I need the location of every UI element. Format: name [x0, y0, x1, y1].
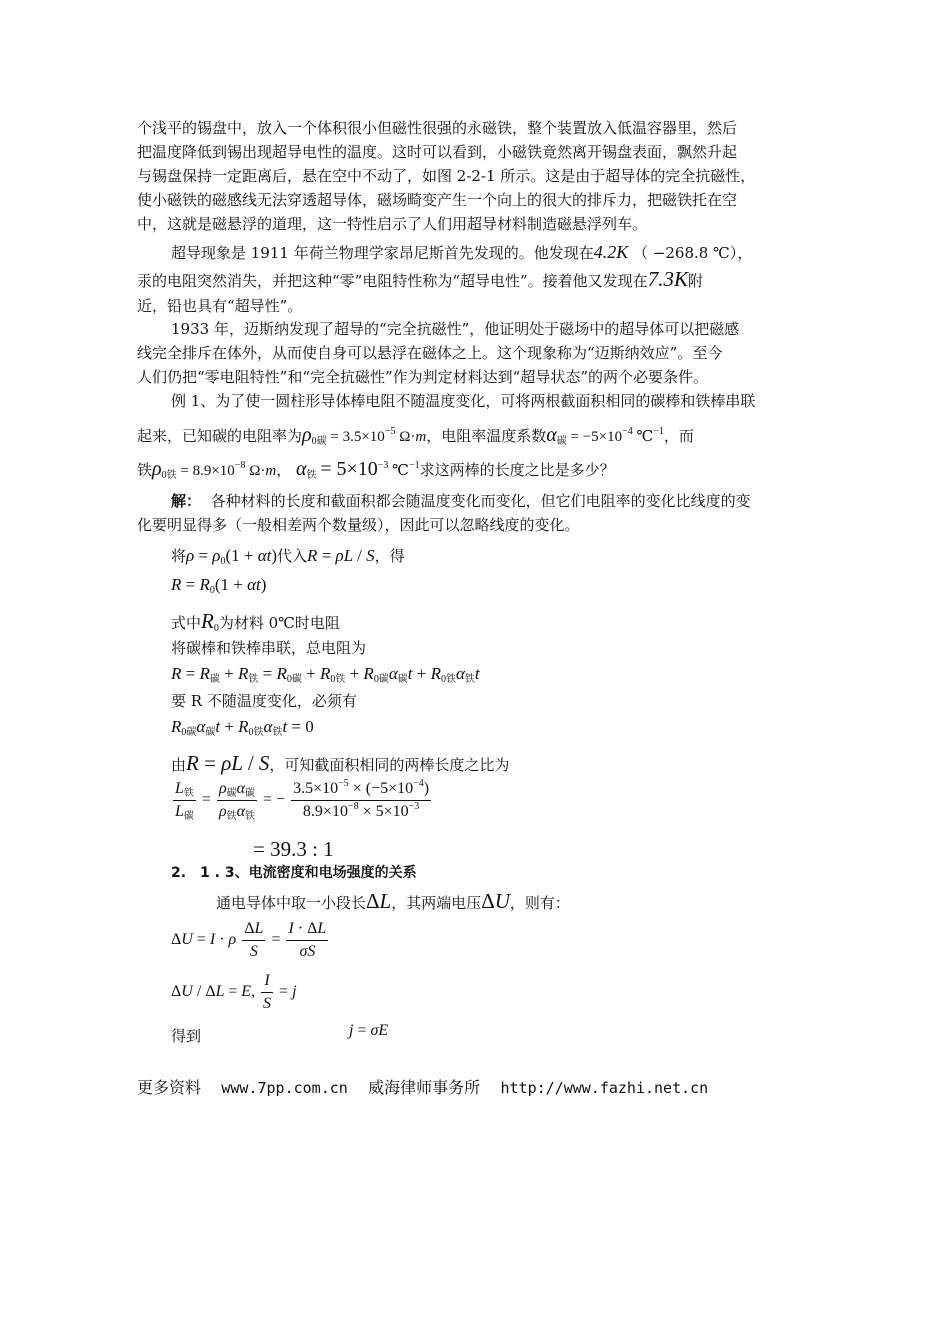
para1-line-4: 使小磁铁的磁感线无法穿透超导体，磁场畸变产生一个向上的很大的排斥力，把磁铁托在空	[137, 191, 738, 209]
substitution-line	[171, 545, 405, 567]
para1-line-1: 个浅平的锡盘中，放入一个体积很小但磁性很强的永磁铁，整个装置放入低温容器里，然后	[137, 119, 738, 137]
section-text: ，其两端电压	[391, 894, 482, 912]
alpha-iron-formula: $\alpha_铁 = 5\times 10^{-3}$ ℃$^{-1}$	[295, 458, 420, 481]
resistance-formula: R = ρL / S	[307, 546, 375, 565]
footer-label: 威海律师事务所	[368, 1078, 481, 1097]
section-text: ，则有：	[509, 894, 570, 912]
temperature-celsius: （ −268.8 ℃），	[633, 244, 753, 262]
voltage-formula: ΔU = I · ρ $\frac{\Delta L}{S}$ = $\frac{I \cdot \Delta L}{\sigma S}$	[171, 920, 327, 960]
footer-link-fazhi[interactable]: http://www.fazhi.net.cn	[500, 1079, 709, 1097]
footer-label: 更多资料	[137, 1078, 202, 1097]
section-line-1	[216, 890, 570, 914]
delta-u-symbol: ΔU	[481, 889, 510, 913]
total-resistance-formula: $R = R_碳 + R_铁 = R_{0碳} + R_{0铁} + R_{0碳}\alpha_碳t + R_{0铁}\alpha_铁t$	[171, 664, 480, 685]
example-line-2	[137, 424, 694, 448]
para3-line-2: 线完全排斥在体外，从而使自身可以悬浮在磁体之上。这个现象称为“迈斯纳效应”。至今	[137, 344, 723, 362]
rho-iron-formula: $\rho_{0铁} = 8.9\times 10^{-8}$ Ω·m	[152, 458, 277, 481]
resistance-formula-large: R = ρL / S	[186, 751, 270, 775]
example-text: ，电阻率温度系数	[426, 427, 547, 445]
section-text: 得到	[171, 1027, 202, 1045]
example-text: 求这两棒的长度之比是多少？	[419, 461, 615, 479]
rho-carbon-formula: $\rho_{0碳} = 3.5\times 10^{-5}$ Ω·m	[302, 424, 427, 447]
para2-text: 附	[687, 272, 703, 290]
alpha-carbon-formula: $\alpha_碳 = -5\times 10^{-4}$ ℃$^{-1}$	[546, 424, 664, 447]
para2-line-3: 近，铅也具有“超导性”。	[137, 297, 303, 315]
solution-text: 由	[171, 756, 187, 774]
r-formula: $R = R_0(1 + \alpha t)$	[171, 575, 267, 596]
section-heading: 2. 1 . 3、电流密度和电场强度的关系	[171, 865, 417, 881]
delta-l-symbol: ΔL	[366, 889, 392, 913]
solution-line-2: 化要明显得多（一般相差两个数量级），因此可以忽略线度的变化。	[137, 516, 580, 534]
section-text: 通电导体中取一小段长	[216, 894, 367, 912]
temperature-7-3k: 7.3K	[647, 267, 688, 291]
require-line: 要 R 不随温度变化，必须有	[171, 692, 357, 710]
temperature-4-2k: 4.2K	[593, 242, 629, 262]
solution-label: 解：	[171, 492, 202, 510]
solution-text: 将	[171, 547, 187, 565]
ohm-law-formula: j = σE	[349, 1022, 389, 1039]
length-ratio-formula: $\frac{L_铁}{L_碳}$ = $\frac{\rho_碳\alpha_碳}{\rho_铁\alpha_铁}$ = − $\frac{3.5\times 10^{-5} \times (-5\times 10^{-4})}{8.9\times 10^{-8} \times 5\times 10^{-3}}$	[175, 778, 430, 822]
solution-text: ，可知截面积相同的两棒长度之比为	[269, 756, 510, 774]
example-text: 起来，已知碳的电阻率为	[137, 427, 303, 445]
solution-line-1	[171, 490, 751, 512]
para2-line-2	[137, 268, 703, 292]
para1-line-3: 与锡盘保持一定距离后，悬在空中不动了，如图 2-2-1 所示。这是由于超导体的完全抗磁性，	[137, 167, 756, 185]
solution-text: 代入	[277, 547, 308, 565]
r0-line	[171, 610, 340, 634]
example-text: 铁	[137, 461, 153, 479]
from-line	[171, 752, 509, 776]
solution-text: ，得	[374, 547, 405, 565]
series-line: 将碳棒和铁棒串联，总电阻为	[171, 639, 367, 657]
field-density-formula: ΔU / ΔL = E, $\frac{I}{S}$ = j	[171, 972, 297, 1012]
r0-symbol: $R_0$	[201, 609, 219, 634]
ratio-result: = 39.3 : 1	[253, 837, 334, 861]
para2-line-1	[171, 241, 752, 264]
footer	[137, 1075, 708, 1098]
solution-text: 式中	[171, 614, 202, 632]
para3-line-3: 人们仍把“零电阻特性”和“完全抗磁性”作为判定材料达到“超导状态”的两个必要条件。	[137, 368, 709, 386]
rho-temperature-formula: $\rho = \rho_0(1 + \alpha t)$	[186, 546, 278, 567]
para1-line-5: 中，这就是磁悬浮的道理，这一特性启示了人们用超导材料制造磁悬浮列车。	[137, 215, 648, 233]
condition-formula: $R_{0碳}\alpha_碳t + R_{0铁}\alpha_铁t = 0$	[171, 717, 314, 738]
para2-text: 汞的电阻突然消失，并把这种“零”电阻特性称为“超导电性”。接着他又发现在	[137, 272, 648, 290]
footer-link-7pp[interactable]: www.7pp.com.cn	[221, 1079, 348, 1097]
get-line	[171, 1025, 201, 1047]
para3-line-1: 1933 年，迈斯纳发现了超导的“完全抗磁性”，他证明处于磁场中的超导体可以把磁感	[171, 320, 740, 338]
solution-text: 各种材料的长度和截面积都会随温度变化而变化，但它们电阻率的变化比线度的变	[210, 492, 751, 510]
example-text: ，而	[663, 427, 694, 445]
example-line-3: 铁$\rho_{0铁} = 8.9\times 10^{-8}$ Ω·m， $\alpha_铁 = 5\times 10^{-3}$ ℃$^{-1}$求这两棒的长度之比是多少？	[137, 458, 615, 481]
example-line-1: 例 1、为了使一圆柱形导体棒电阻不随温度变化，可将两根截面积相同的碳棒和铁棒串联	[171, 392, 756, 410]
solution-text: 为材料 0℃时电阻	[218, 614, 340, 632]
para2-text: 超导现象是 1911 年荷兰物理学家昂尼斯首先发现的。他发现在	[171, 244, 594, 262]
para1-line-2: 把温度降低到锡出现超导电性的温度。这时可以看到，小磁铁竟然离开锡盘表面，飘然升起	[137, 143, 738, 161]
